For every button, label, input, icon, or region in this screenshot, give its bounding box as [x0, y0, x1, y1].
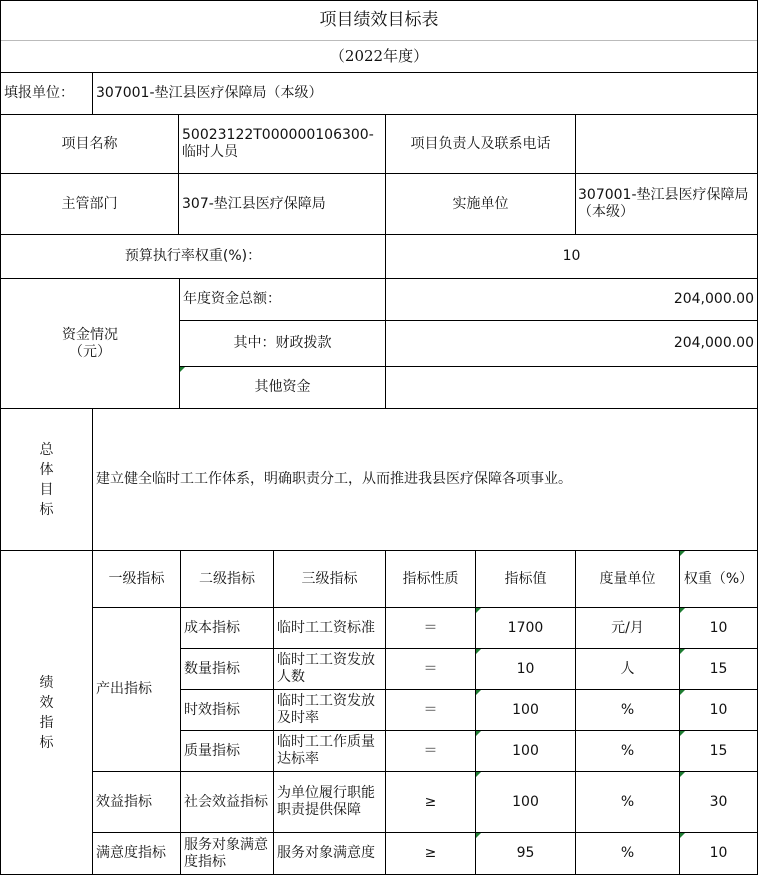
level1-cell: 产出指标 [96, 681, 152, 697]
project-name-label: 项目名称 [61, 135, 118, 152]
table-cell: 人 [620, 660, 635, 677]
table-cell: 为单位履行职能职责提供保障 [277, 785, 375, 818]
table-cell: 成本指标 [184, 619, 240, 636]
dept-label: 主管部门 [61, 195, 118, 212]
table-cell: ＝ [423, 660, 438, 677]
table-cell: 临时工工资发放人数 [277, 652, 375, 685]
impl-label: 实施单位 [452, 195, 509, 212]
header-cell: 指标性质 [402, 570, 459, 587]
budget-value: 10 [562, 248, 581, 264]
funds-total-value: 204,000.00 [673, 291, 754, 307]
contact-value [576, 115, 757, 173]
table-cell: 临时工工资标准 [277, 619, 375, 636]
header-cell: 三级指标 [301, 570, 358, 587]
table-cell: % [620, 742, 635, 759]
table-cell: ≥ [424, 845, 437, 861]
table-title: 项目绩效目标表 [319, 10, 439, 30]
impl-value: 307001-垫江县医疗保障局（本级） [578, 187, 749, 220]
header-cell: 度量单位 [599, 570, 656, 587]
level1-cell: 效益指标 [96, 793, 152, 810]
table-cell: 30 [709, 793, 728, 810]
table-cell: % [620, 845, 635, 861]
table-year: （2022年度） [329, 47, 429, 65]
table-cell: % [620, 701, 635, 718]
table-cell: 数量指标 [184, 660, 240, 677]
level1-cell: 满意度指标 [96, 845, 166, 861]
overall-label: 总体目标 [39, 441, 54, 518]
table-cell: 临时工工资发放及时率 [277, 693, 375, 726]
table-cell: 10 [709, 845, 728, 861]
funds-other-label: 其他资金 [254, 379, 311, 395]
table-cell: 10 [709, 619, 728, 636]
table-cell: 1700 [507, 619, 544, 636]
table-cell: % [620, 793, 635, 810]
table-cell: 社会效益指标 [184, 793, 268, 810]
table-cell: 时效指标 [184, 701, 240, 718]
table-cell: 元/月 [611, 619, 644, 636]
funds-other-value [386, 367, 757, 408]
table-cell: 100 [512, 793, 539, 810]
table-cell: ≥ [424, 793, 437, 810]
table-cell: 15 [709, 742, 728, 759]
dept-value: 307-垫江县医疗保障局 [182, 195, 326, 212]
funds-total-label: 年度资金总额： [183, 291, 281, 307]
funds-fiscal-label: 其中：财政拨款 [233, 335, 332, 351]
funds-fiscal-value: 204,000.00 [673, 335, 754, 351]
header-cell: 指标值 [504, 570, 547, 587]
table-cell: 95 [516, 845, 535, 861]
table-cell: 10 [516, 660, 535, 677]
table-cell: 10 [709, 701, 728, 718]
header-cell: 二级指标 [199, 570, 255, 587]
unit-value: 307001-垫江县医疗保障局（本级） [96, 85, 323, 101]
perf-label: 绩效指标 [39, 674, 54, 751]
table-cell: ＝ [423, 619, 438, 636]
header-cell: 权重（%） [683, 570, 754, 587]
budget-label: 预算执行率权重(%)： [124, 248, 262, 264]
overall-text: 建立健全临时工工作体系，明确职责分工，从而推进我县医疗保障各项事业。 [96, 471, 572, 487]
table-cell: 临时工工作质量达标率 [277, 734, 375, 767]
table-cell: 100 [512, 701, 539, 718]
header-cell: 一级指标 [108, 570, 165, 587]
funds-label: 资金情况（元） [62, 326, 118, 360]
table-cell: 服务对象满意度指标 [184, 836, 268, 870]
table-cell: ＝ [423, 701, 438, 718]
table-cell: 100 [512, 742, 539, 759]
table-cell: 服务对象满意度 [277, 845, 375, 861]
table-cell: ＝ [423, 742, 438, 759]
table-cell: 15 [709, 660, 728, 677]
table-cell: 质量指标 [184, 742, 240, 759]
unit-label: 填报单位： [4, 85, 74, 101]
contact-label: 项目负责人及联系电话 [410, 135, 551, 152]
project-name-value: 50023122T000000106300-临时人员 [182, 127, 374, 160]
